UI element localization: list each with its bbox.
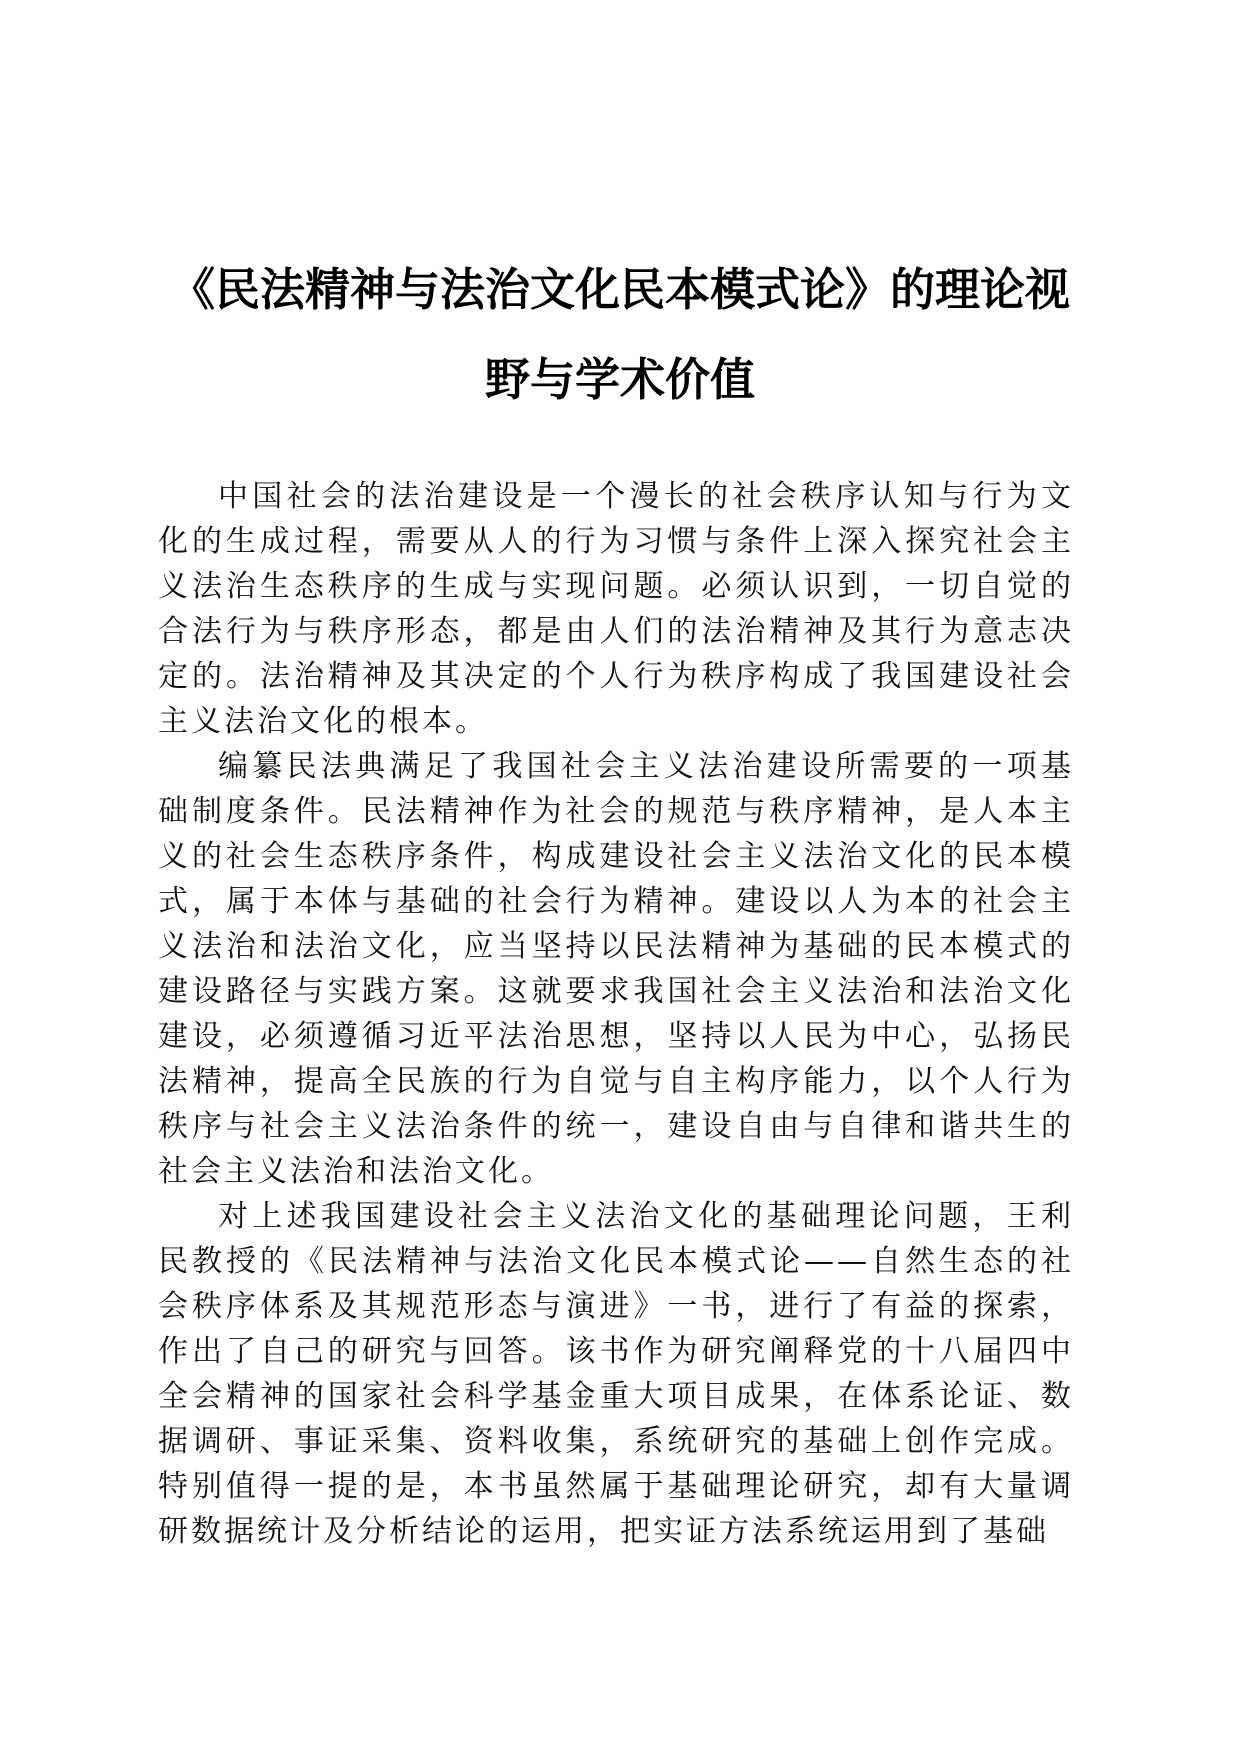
document-title: [150, 245, 1090, 425]
paragraph-1: 中国社会的法治建设是一个漫长的社会秩序认知与行为文化的生成过程，需要从人的行为习惯与条件上深入探究社会主义法治生态秩序的生成与实现问题。必须认识到，一切自觉的合法行为与秩序形态，都是由人们的法治精神及其行为意志决定的。法治精神及其决定的个人行为秩序构成了我国建设社会主义法治文化的根本。: [158, 479, 1074, 739]
paragraph-3: 对上述我国建设社会主义法治文化的基础理论问题，王利民教授的《民法精神与法治文化民本模式论——自然生态的社会秩序体系及其规范形态与演进》一书，进行了有益的探索，作出了自己的研究与回答。该书作为研究阐释党的十八届四中全会精神的国家社会科学基金重大项目成果，在体系论证、数据调研、事证采集、资料收集，系统研究的基础上创作完成。特别值得一提的是，本书虽然属于基础理论研究，却有大量调研数据统计及分析结论的运用，把实证方法系统运用到了基础: [158, 1199, 1074, 1549]
title-line-2: 野与学术价值: [484, 353, 755, 406]
title-line-1: 《民法精神与法治文化民本模式论》的理论视: [169, 263, 1070, 316]
document-body: [158, 474, 1074, 1554]
paragraph-2: 编纂民法典满足了我国社会主义法治建设所需要的一项基础制度条件。民法精神作为社会的规范与秩序精神，是人本主义的社会生态秩序条件，构成建设社会主义法治文化的民本模式，属于本体与基础的社会行为精神。建设以人为本的社会主义法治和法治文化，应当坚持以民法精神为基础的民本模式的建设路径与实践方案。这就要求我国社会主义法治和法治文化建设，必须遵循习近平法治思想，坚持以人民为中心，弘扬民法精神，提高全民族的行为自觉与自主构序能力，以个人行为秩序与社会主义法治条件的统一，建设自由与自律和谐共生的社会主义法治和法治文化。: [158, 749, 1074, 1189]
